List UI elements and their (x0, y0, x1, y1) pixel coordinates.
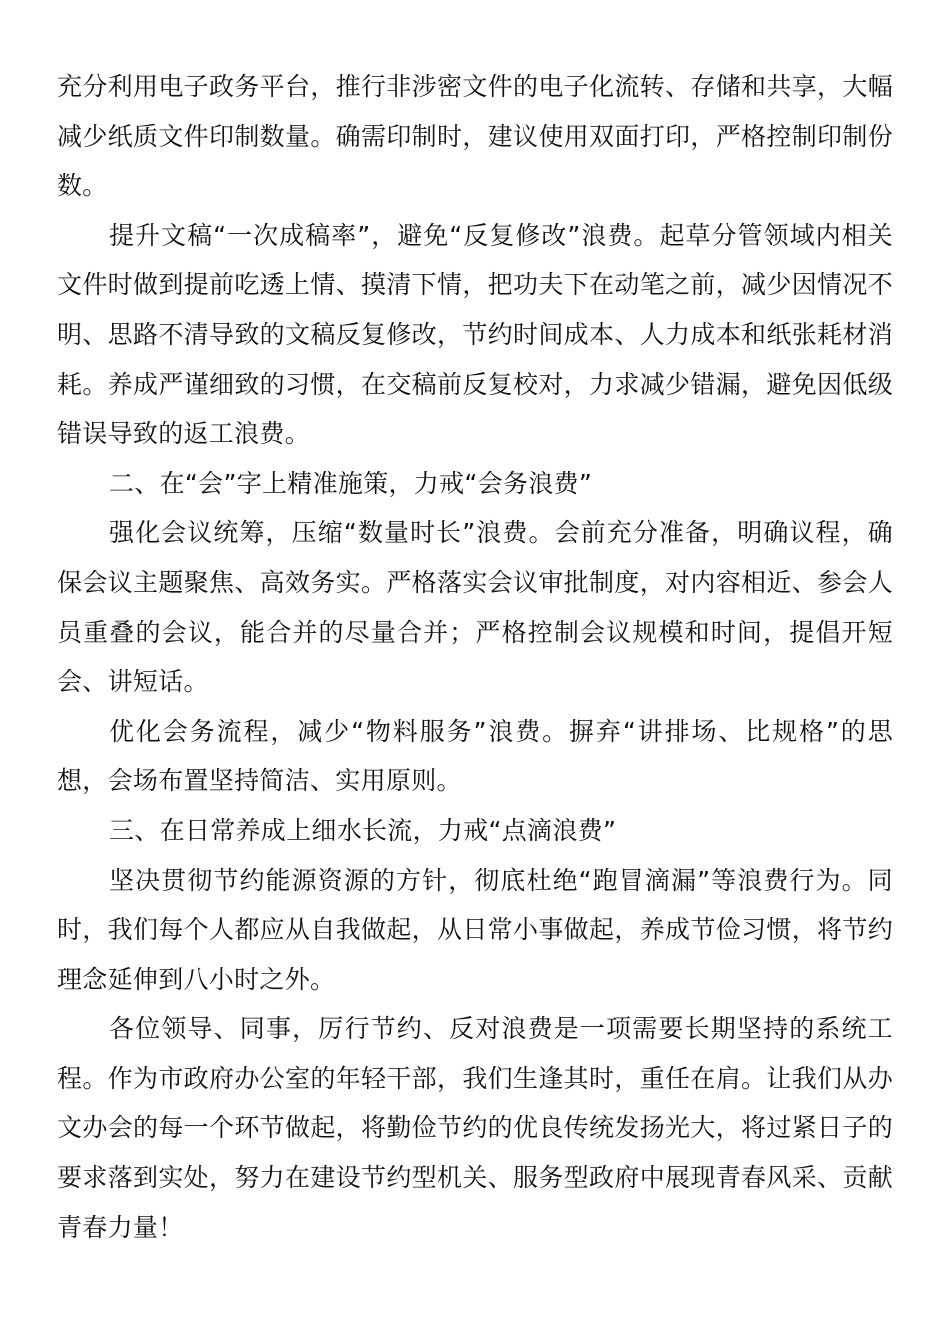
paragraph-conclusion: 各位领导、同事，厉行节约、反对浪费是一项需要长期坚持的系统工程。作为市政府办公室的年轻干部，我们生逢其时，重任在肩。让我们从办文办会的每一个环节做起，将勤俭节约的优良传统发扬光大，将过紧日子的要求落到实处，努力在建设节约型机关、服务型政府中展现青春风采、贡献青春力量！ (57, 1014, 893, 1242)
paragraph-continuation: 充分利用电子政务平台，推行非涉密文件的电子化流转、存储和共享，大幅减少纸质文件印制数量。确需印制时，建议使用双面打印，严格控制印制份数。 (57, 72, 893, 201)
paragraph-meeting-process: 优化会务流程，减少“物料服务”浪费。摒弃“讲排场、比规格”的思想，会场布置坚持简洁、实用原则。 (57, 716, 893, 796)
document-page (57, 62, 893, 1252)
paragraph-draft-quality: 提升文稿“一次成稿率”，避免“反复修改”浪费。起草分管领域内相关文件时做到提前吃透上情、摸清下情，把功夫下在动笔之前，减少因情况不明、思路不清导致的文稿反复修改，节约时间成本、人力成本和纸张耗材消耗。养成严谨细致的习惯，在交稿前反复校对，力求减少错漏，避免因低级错误导致的返工浪费。 (57, 220, 893, 449)
section-heading-daily-habits: 三、在日常养成上细水长流，力戒“点滴浪费” (109, 815, 617, 845)
paragraph-energy-saving: 坚决贯彻节约能源资源的方针，彻底杜绝“跑冒滴漏”等浪费行为。同时，我们每个人都应从自我做起，从日常小事做起，养成节俭习惯，将节约理念延伸到八小时之外。 (57, 865, 893, 994)
paragraph-meeting-coordination: 强化会议统筹，压缩“数量时长”浪费。会前充分准备，明确议程，确保会议主题聚焦、高效务实。严格落实会议审批制度，对内容相近、参会人员重叠的会议，能合并的尽量合并；严格控制会议规模和时间，提倡开短会、讲短话。 (57, 518, 893, 697)
section-heading-meetings: 二、在“会”字上精准施策，力戒“会务浪费” (109, 468, 593, 498)
